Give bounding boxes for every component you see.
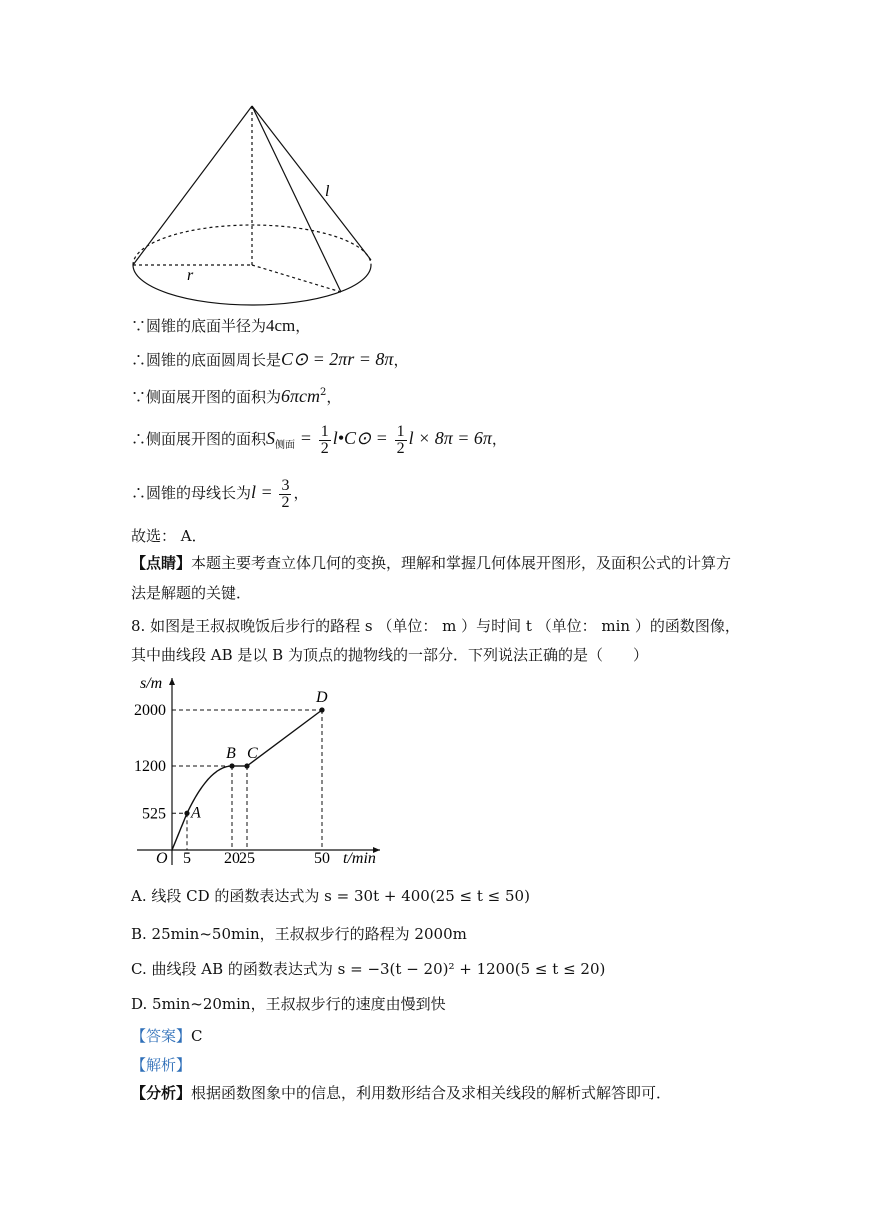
line1-value: 4cm xyxy=(266,316,296,335)
frac2-num: 1 xyxy=(396,422,405,440)
point-B xyxy=(229,763,234,768)
line4-sub: 侧面 xyxy=(275,440,296,451)
analysis-line: 【解析】 xyxy=(131,1056,192,1074)
line5-text: ∴圆锥的母线长为 xyxy=(131,484,252,502)
line5-end: ， xyxy=(293,484,309,502)
point-label-B: B xyxy=(226,745,236,762)
x-tick-label-20: 20 xyxy=(224,850,240,867)
x-axis-label: t/min xyxy=(343,850,376,867)
frac2-den: 2 xyxy=(396,439,405,457)
line4-mid: l•C⊙ = xyxy=(332,428,388,448)
question8-line-1: 8. 如图是王叔叔晚饭后步行的路程 s （单位： m ）与时间 t （单位： min ）的函数图像， xyxy=(131,617,740,635)
line3-math: 6πcm xyxy=(281,386,321,406)
solution-line-3 xyxy=(131,383,341,407)
fenxi-text: 根据函数图象中的信息，利用数形结合及求相关线段的解析式解答即可． xyxy=(191,1084,672,1102)
comment-line-2: 法是解题的关键． xyxy=(131,584,252,602)
origin-label: O xyxy=(156,850,168,867)
solution-line-1 xyxy=(131,316,310,336)
cone-label-l: l xyxy=(325,183,330,200)
solution-line-2 xyxy=(131,349,408,370)
comment-line-1 xyxy=(131,553,731,573)
point-label-A: A xyxy=(191,804,201,822)
solution-line-5 xyxy=(131,472,308,513)
y-axis-arrow xyxy=(169,678,175,685)
point-label-C: C xyxy=(247,745,258,762)
answer-value: C xyxy=(191,1027,203,1045)
fenxi-tag: 【分析】 xyxy=(131,1084,192,1102)
y-tick-label-2000: 2000 xyxy=(134,702,166,719)
option-A: A. 线段 CD 的函数表达式为 s = 30t + 400(25 ≤ t ≤ 50) xyxy=(131,887,530,905)
line2-math: C⊙ = 2πr = 8π xyxy=(281,349,394,369)
distance-time-chart xyxy=(125,670,395,870)
fenxi-line xyxy=(131,1083,671,1103)
frac3-num: 3 xyxy=(281,476,290,494)
solution-line-4 xyxy=(131,418,507,466)
line2-text: ∴圆锥的底面圆周长是 xyxy=(131,351,282,369)
line3-end: ， xyxy=(326,388,342,406)
line1-text: ∵圆锥的底面半径为 xyxy=(131,317,267,335)
y-tick-label-1200: 1200 xyxy=(134,758,166,775)
point-label-D: D xyxy=(316,689,328,706)
line3-sup: 2 xyxy=(320,387,327,398)
line1-end: ， xyxy=(295,317,311,335)
line4-text: ∴侧面展开图的面积 xyxy=(131,430,267,448)
line4-frac2 xyxy=(395,424,407,457)
question8-line-2: 其中曲线段 AB 是以 B 为顶点的抛物线的一部分．下列说法正确的是（ ） xyxy=(131,646,648,664)
line5-l: l = xyxy=(251,482,273,502)
x-tick-label-50: 50 xyxy=(314,850,330,867)
cone-right-edge xyxy=(252,106,371,260)
option-C: C. 曲线段 AB 的函数表达式为 s = −3(t − 20)² + 1200(5 ≤ t ≤ 20) xyxy=(131,960,606,978)
series-CD xyxy=(247,710,322,766)
frac1-den: 2 xyxy=(320,439,329,457)
line4-end: ， xyxy=(491,430,507,448)
point-D xyxy=(319,707,324,712)
y-tick-label-525: 525 xyxy=(142,805,166,823)
frac1-num: 1 xyxy=(320,422,329,440)
comment-text-1: 本题主要考查立体几何的变换，理解和掌握几何体展开图形，及面积公式的计算方 xyxy=(191,554,732,572)
y-axis-label: s/m xyxy=(140,675,163,692)
option-B: B. 25min~50min，王叔叔步行的路程为 2000m xyxy=(131,925,467,943)
cone-label-r: r xyxy=(187,267,194,284)
comment-tag: 【点睛】 xyxy=(131,554,192,572)
cone-figure xyxy=(125,100,380,310)
line4-eq: = xyxy=(299,428,312,448)
option-D: D. 5min~20min，王叔叔步行的速度由慢到快 xyxy=(131,995,446,1013)
line4-tail: l × 8π = 6π xyxy=(408,428,492,448)
x-tick-label-5: 5 xyxy=(183,850,191,867)
frac3-den: 2 xyxy=(281,493,290,511)
line4-frac1 xyxy=(319,424,331,457)
choice-line: 故选： A． xyxy=(131,527,207,545)
line2-end: ， xyxy=(393,351,409,369)
series-OAB-curve xyxy=(172,766,232,850)
line5-frac xyxy=(279,478,291,511)
answer-tag: 【答案】 xyxy=(131,1027,192,1045)
line4-S: S xyxy=(266,428,276,448)
cone-radius-2 xyxy=(252,265,341,292)
line3-text: ∵侧面展开图的面积为 xyxy=(131,388,282,406)
answer-line xyxy=(131,1026,203,1046)
point-A xyxy=(184,811,189,816)
cone-left-edge xyxy=(133,106,252,265)
cone-base-front xyxy=(133,265,371,305)
point-C xyxy=(244,763,249,768)
x-tick-label-25: 25 xyxy=(239,850,255,867)
